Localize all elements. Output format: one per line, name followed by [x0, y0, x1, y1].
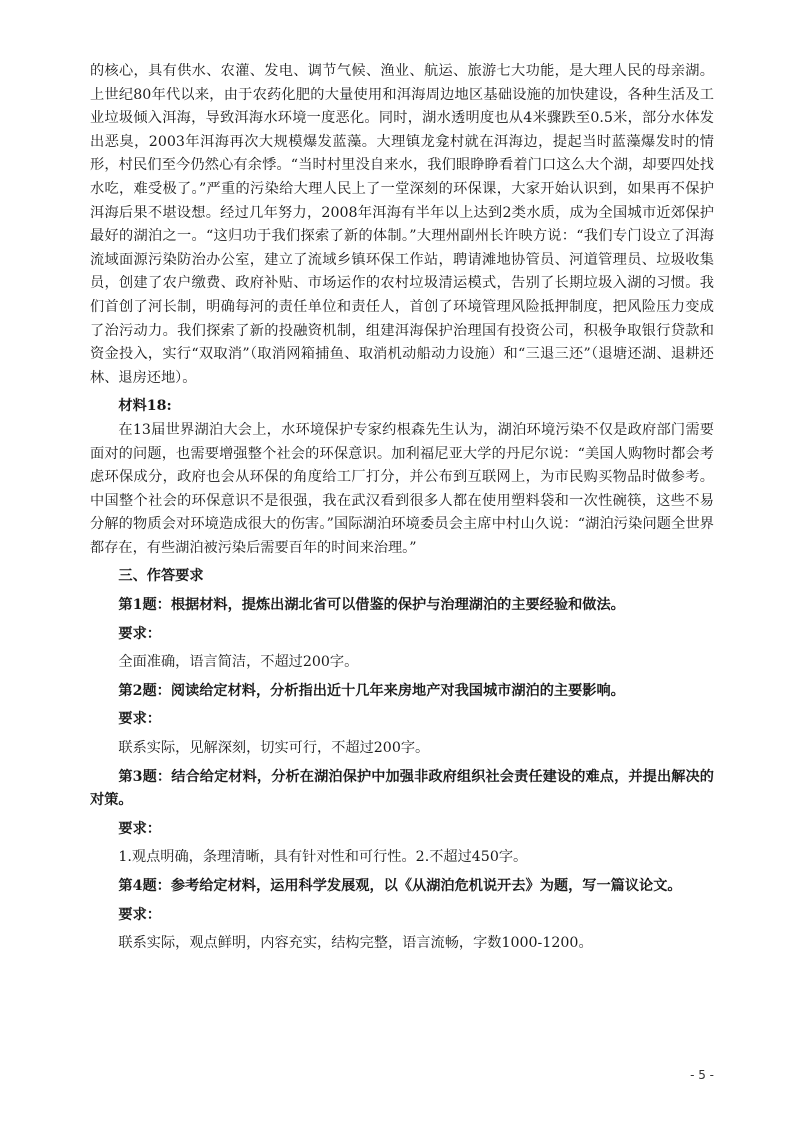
material-18-label: 材料18: [118, 398, 172, 415]
page-body [90, 60, 714, 956]
question-4-title: 第4题：参考给定材料，运用科学发展观，以《从湖泊危机说开去》为题，写一篇议论文。 [118, 878, 682, 894]
question-2-requirement-text: 联系实际，见解深刻，切实可行，不超过200字。 [118, 740, 430, 757]
question-3-requirement-label: 要求： [118, 820, 161, 837]
question-1-requirement-text: 全面准确，语言简洁，不超过200字。 [118, 654, 359, 671]
question-2-title: 第2题：阅读给定材料，分析指出近十几年来房地产对我国城市湖泊的主要影响。 [118, 682, 625, 699]
question-2-requirement-label: 要求： [118, 711, 161, 728]
question-1-title: 第1题：根据材料，提炼出湖北省可以借鉴的保护与治理湖泊的主要经验和做法。 [118, 597, 625, 614]
question-4-requirement-text: 联系实际，观点鲜明，内容充实，结构完整，语言流畅，字数1000-1200。 [118, 935, 593, 952]
material-paragraph-continued: 的核心，具有供水、农灌、发电、调节气候、渔业、航运、旅游七大功能，是大理人民的母亲湖。上世纪80年代以来，由于农药化肥的大量使用和洱海周边地区基础设施的加快建设，各种生活及工业垃圾倾入洱海，导致洱海水环境一度恶化。同时，湖水透明度也从4米骤跌至0.5米，部分水体发出恶臭，2003年洱海再次大规模爆发蓝藻。大理镇龙龛村就在洱海边，提起当时蓝藻爆发时的情形，村民们至今仍然心有余悸。“当时村里没自来水，我们眼睁睁看着门口这么大个湖，却要四处找水吃，难受极了。”严重的污染给大理人民上了一堂深刻的环保课，大家开始认识到，如果再不保护洱海后果不堪设想。经过几年努力，2008年洱海有半年以上达到2类水质，成为全国城市近郊保护最好的湖泊之一。“这归功于我们探索了新的体制。”大理州副州长许映方说：“我们专门设立了洱海流域面源污染防治办公室，建立了流域乡镇环保工作站，聘请滩地协管员、河道管理员、垃圾收集员，创建了农户缴费、政府补贴、市场运作的农村垃圾清运模式，告别了长期垃圾入湖的习惯。我们首创了河长制，明确每河的责任单位和责任人，首创了环境管理风险抵押制度，把风险压力变成了治污动力。我们探索了新的投融资机制，组建洱海保护治理国有投资公司，积极争取银行贷款和资金投入，实行“双取消”（取消网箱捕鱼、取消机动船动力设施）和“三退三还”（退塘还湖、退耕还林、退房还地）。 [90, 63, 714, 386]
question-1-requirement-label: 要求： [118, 625, 161, 642]
section-heading: 三、作答要求 [118, 568, 204, 585]
page-number: - 5 - [690, 1068, 714, 1082]
question-4-requirement-label: 要求： [118, 906, 161, 923]
material-18-paragraph: 在13届世界湖泊大会上，水环境保护专家约根森先生认为，湖泊环境污染不仅是政府部门需要面对的问题，也需要增强整个社会的环保意识。加利福尼亚大学的丹尼尔说：“美国人购物时都会考虑环保成分，政府也会从环保的角度给工厂打分，并公布到互联网上，为市民购买物品时做参考。中国整个社会的环保意识不是很强，我在武汉看到很多人都在使用塑料袋和一次性碗筷，这些不易分解的物质会对环境造成很大的伤害。”国际湖泊环境委员会主席中村山久说：“湖泊污染问题全世界都存在，有些湖泊被污染后需要百年的时间来治理。” [90, 421, 714, 556]
question-3-title: 第3题：结合给定材料，分析在湖泊保护中加强非政府组织社会责任建设的难点，并提出解决的对策。 [90, 768, 714, 809]
question-3-requirement-text: 1.观点明确，条理清晰，具有针对性和可行性。2.不超过450字。 [118, 849, 528, 866]
